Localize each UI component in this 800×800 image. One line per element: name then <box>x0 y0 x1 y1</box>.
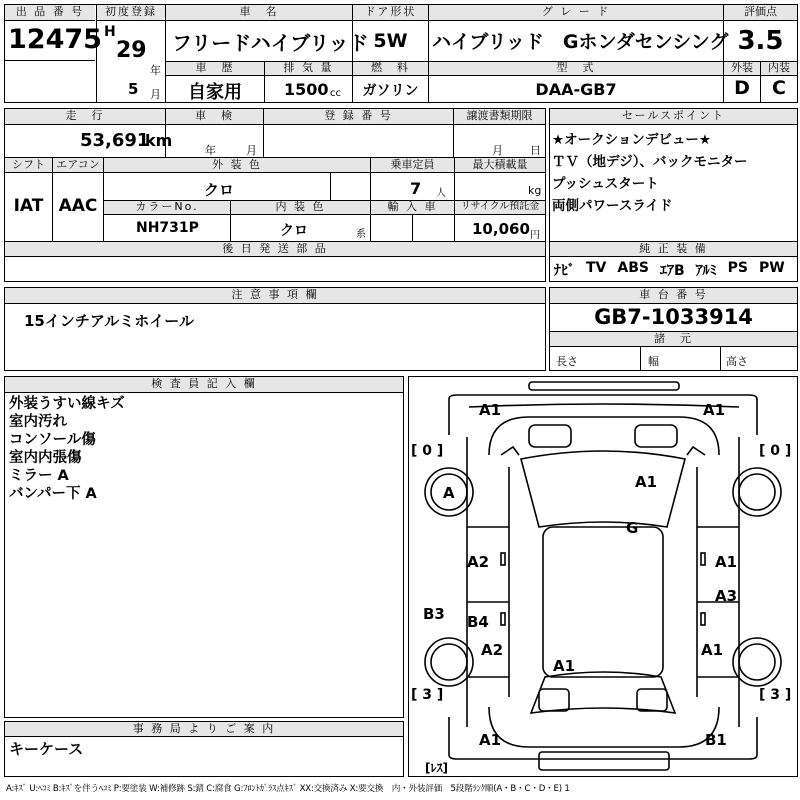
roof <box>543 527 663 677</box>
front-bumper-line <box>469 404 739 407</box>
inspector-note: 室内汚れ <box>9 414 67 430</box>
equipment-item: PW <box>759 260 785 276</box>
later-parts-label: 後 日 発 送 部 品 <box>5 242 545 257</box>
first-reg-label: 初度登録 <box>97 5 165 21</box>
damage-mark: A2 <box>467 553 490 571</box>
mirror-left <box>501 447 519 455</box>
history: 自家用 <box>188 82 242 103</box>
spec-label: 諸 元 <box>550 332 797 347</box>
handle <box>701 553 705 565</box>
front-bumper-top <box>529 382 679 390</box>
mirror-right <box>687 447 705 455</box>
insp-month-unit: 月 <box>246 144 257 157</box>
transfer-day-unit: 日 <box>530 144 541 157</box>
damage-mark: A2 <box>481 641 504 659</box>
door-label: ドア形状 <box>353 5 428 21</box>
score-label: 評価点 <box>724 5 797 21</box>
score: 3.5 <box>737 26 784 56</box>
sales-point: ＴＶ（地デジ）、バックモニター <box>552 154 748 170</box>
sales-point: プッシュスタート <box>552 176 659 192</box>
max-load-unit: kg <box>528 184 542 197</box>
transfer-month-unit: 月 <box>492 144 503 157</box>
hood <box>489 417 719 455</box>
damage-mark: A1 <box>715 553 738 571</box>
month-unit: 月 <box>150 88 161 101</box>
damage-mark: A1 <box>701 641 724 659</box>
inspector-label: 検 査 員 記 入 欄 <box>5 377 403 393</box>
int-color: クロ <box>280 223 308 239</box>
tailgate <box>489 707 719 747</box>
inspector-notes <box>9 395 125 503</box>
height-label: 高さ <box>726 355 748 368</box>
notes-label: 注 意 事 項 欄 <box>5 288 545 304</box>
wheel-rear-left <box>425 638 473 686</box>
inspector-note: 外装うすい線キズ <box>9 396 125 412</box>
equipment-list <box>554 260 785 280</box>
recycle-fee: 10,060 <box>472 220 530 238</box>
damage-mark: G <box>626 519 639 537</box>
damage-mark: B4 <box>467 613 489 631</box>
import-label: 輸 入 車 <box>371 201 454 215</box>
car-diagram-svg <box>409 377 797 776</box>
ext-grade-label: 外装 <box>724 62 760 76</box>
legend: A:ｷｽﾞ U:ﾍｺﾐ B:ｷｽﾞを伴うﾍｺﾐ P:要塗装 W:補修跡 S:錆 C:腐食 G:ﾌﾛﾝﾄｶﾞﾗｽ点ｷｽﾞ XX:交換済み X:要交換 内・外装評価 5段階ﾗﾝｸ順(A・B・C・D・E) 1 <box>6 784 570 794</box>
divider <box>5 60 95 61</box>
model-code: DAA-GB7 <box>535 80 617 99</box>
inspector-note: 室内内張傷 <box>9 450 82 466</box>
damage-mark: A1 <box>635 473 658 491</box>
inspection-label: 車 検 <box>166 109 263 125</box>
taillight-left <box>539 689 569 711</box>
divider <box>640 347 641 370</box>
displacement-label: 排 気 量 <box>265 62 352 76</box>
headlight-right <box>635 425 677 447</box>
sales-point: ★オークションデビュー★ <box>552 132 711 148</box>
fuel: ガソリン <box>362 83 419 99</box>
damage-mark: A <box>443 484 455 502</box>
sales-point: 両側パワースライド <box>552 198 673 214</box>
sales-points-list <box>552 129 747 217</box>
shift-label: シフト <box>5 158 52 173</box>
wheel-front-right <box>733 468 781 516</box>
spare-tire: [ﾚｽ] <box>425 761 448 775</box>
lot-no-label: 出 品 番 号 <box>5 5 95 21</box>
windshield <box>521 451 685 527</box>
int-grade-label: 内装 <box>760 62 797 76</box>
int-color-label: 内 装 色 <box>231 201 370 215</box>
taillight-right <box>637 689 667 711</box>
fuel-label: 燃 料 <box>353 62 428 76</box>
wheel-front-right-inner <box>739 474 775 510</box>
wheel-rear-right <box>733 638 781 686</box>
capacity-label: 乗車定員 <box>371 158 454 173</box>
ac-label: エアコン <box>53 158 103 173</box>
damage-mark: A3 <box>715 587 738 605</box>
length-label: 長さ <box>556 355 578 368</box>
mileage-unit: km <box>145 131 173 150</box>
equipment-item: TV <box>586 260 607 276</box>
grade-label: グ レ ー ド <box>429 5 723 21</box>
grade: ハイブリッド Gホンダセンシング <box>432 31 729 53</box>
handle <box>701 613 705 625</box>
equipment-item: ｴｱB <box>659 263 685 279</box>
era: H <box>104 24 116 40</box>
equipment-item: ﾅﾋﾞ <box>554 263 575 279</box>
shift: IAT <box>13 196 44 216</box>
damage-mark: B3 <box>423 605 445 623</box>
max-load-label: 最大積載量 <box>455 158 545 173</box>
handle <box>501 553 505 565</box>
divider <box>412 215 413 241</box>
ext-color: クロ <box>204 181 235 199</box>
car-name-label: 車 名 <box>166 5 352 21</box>
damage-diagram <box>408 376 798 777</box>
sales-points-label: セールスポイント <box>550 109 797 125</box>
inspector-note: コンソール傷 <box>9 432 96 448</box>
insp-year-unit: 年 <box>205 144 216 157</box>
door-type: 5W <box>373 30 408 52</box>
tire-depth: [ 3 ] <box>759 687 792 703</box>
mileage-label: 走 行 <box>5 109 165 125</box>
rear-plate <box>539 752 669 770</box>
damage-mark: A1 <box>479 401 502 419</box>
notes-text: 15インチアルミホイール <box>24 312 194 330</box>
equipment-item: ABS <box>617 260 649 276</box>
int-grade: C <box>772 77 786 99</box>
inspector-note: バンパー下 A <box>9 486 97 502</box>
int-color-unit: 系 <box>356 229 366 240</box>
width-label: 幅 <box>648 355 659 368</box>
wheel-rear-left-inner <box>431 644 467 680</box>
model-label: 型 式 <box>429 62 723 76</box>
air-conditioner: AAC <box>58 196 98 216</box>
damage-mark: A1 <box>553 657 576 675</box>
equipment-item: ｱﾙﾐ <box>695 263 717 279</box>
divider <box>720 347 721 370</box>
tire-depth: [ 3 ] <box>411 687 444 703</box>
ext-grade: D <box>734 77 750 99</box>
displacement: 1500 <box>284 80 329 99</box>
recycle-label: リサイクル預託金 <box>455 201 545 215</box>
plate-label: 登 録 番 号 <box>264 109 453 125</box>
recycle-unit: 円 <box>530 230 540 241</box>
year-unit: 年 <box>150 64 161 77</box>
rear-glass <box>531 672 675 713</box>
color-no-label: カラーNo. <box>104 201 230 215</box>
office-label: 事 務 局 よ り ご 案 内 <box>5 722 403 737</box>
headlight-left <box>529 425 571 447</box>
damage-mark: A1 <box>703 401 726 419</box>
chassis-label: 車 台 番 号 <box>550 288 797 304</box>
inspector-note: ミラー A <box>9 468 69 484</box>
wheel-rear-right-inner <box>739 644 775 680</box>
transfer-label: 譲渡書類期限 <box>454 109 545 125</box>
handle <box>501 613 505 625</box>
capacity: 7 <box>410 179 422 198</box>
car-name: フリードハイブリッド <box>172 31 369 55</box>
office-text: キーケース <box>9 740 84 758</box>
tire-depth: [ 0 ] <box>759 443 792 459</box>
tire-depth: [ 0 ] <box>411 443 444 459</box>
reg-year: 29 <box>116 38 147 63</box>
ext-color-label: 外 装 色 <box>104 158 370 173</box>
equipment-label: 純 正 装 備 <box>550 242 797 257</box>
divider <box>330 173 331 200</box>
capacity-unit: 人 <box>436 188 446 199</box>
damage-mark: B1 <box>705 731 727 749</box>
displacement-unit: cc <box>330 88 341 99</box>
chassis-number: GB7-1033914 <box>594 305 753 329</box>
color-no: NH731P <box>136 220 199 236</box>
damage-mark: A1 <box>479 731 502 749</box>
mileage: 53,691 <box>80 130 150 151</box>
equipment-item: PS <box>727 260 748 276</box>
history-label: 車 歴 <box>166 62 264 76</box>
lot-no: 12475 <box>8 24 102 55</box>
reg-month: 5 <box>128 80 139 98</box>
